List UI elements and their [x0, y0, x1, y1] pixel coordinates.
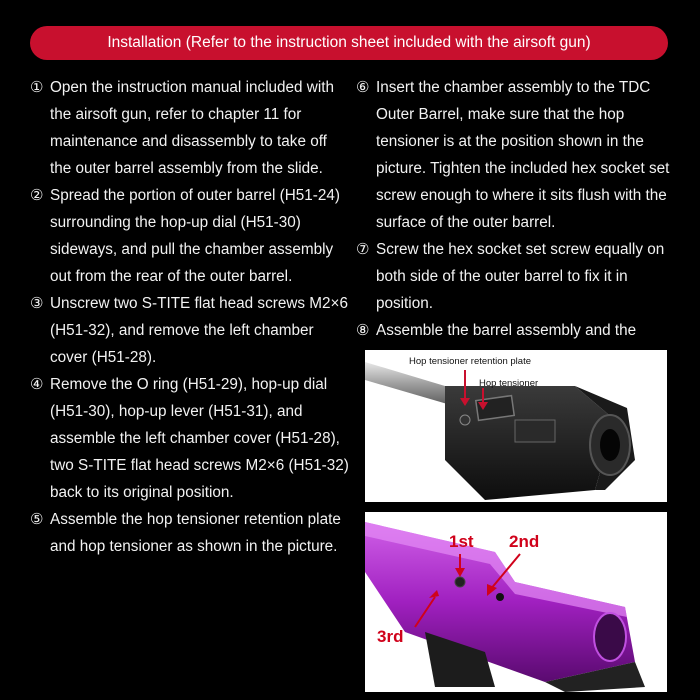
- step-number: ⑦: [356, 241, 370, 258]
- label-first: 1st: [449, 532, 474, 551]
- step-text: Insert the chamber assembly to the TDC Outer Barrel, make sure that the hop tensioner is at the position shown in the picture. Tighten the included hex socket set screw enough to where it sits flush with the surface of the outer barrel.: [376, 79, 670, 231]
- step-3: [30, 290, 350, 371]
- step-number: ⑧: [356, 322, 370, 339]
- step-text: Assemble the hop tensioner retention plate and hop tensioner as shown in the picture.: [50, 511, 341, 555]
- step-4: [30, 371, 350, 506]
- hop-tensioner-photo: [365, 350, 667, 502]
- section-title-banner: [30, 26, 668, 60]
- step-number: ④: [30, 376, 44, 393]
- label-retention-plate: Hop tensioner retention plate: [409, 356, 531, 367]
- step-number: ⑥: [356, 79, 370, 96]
- section-title: Installation (Refer to the instruction sheet included with the airsoft gun): [107, 34, 591, 51]
- step-2: [30, 182, 350, 290]
- step-number: ②: [30, 187, 44, 204]
- label-third: 3rd: [377, 627, 404, 646]
- step-text: Spread the portion of outer barrel (H51-24) surrounding the hop-up dial (H51-30) sideways, and pull the chamber assembly out from the rear of the outer barrel.: [50, 187, 340, 285]
- step-5: [30, 506, 350, 560]
- step-text: Unscrew two S-TITE flat head screws M2×6 (H51-32), and remove the left chamber cover (H51-28).: [50, 295, 348, 366]
- step-text: Remove the O ring (H51-29), hop-up dial (H51-30), hop-up lever (H51-31), and assemble the left chamber cover (H51-28), two S-TITE flat head screws M2×6 (H51-32) back to its original position.: [50, 376, 349, 501]
- steps-column-left: [30, 74, 350, 560]
- label-hop-tensioner: Hop tensioner: [479, 378, 539, 389]
- step-7: [356, 236, 674, 317]
- step-text: Assemble the barrel assembly and the: [376, 322, 637, 339]
- step-6: [356, 74, 674, 236]
- step-number: ⑤: [30, 511, 44, 528]
- step-1: [30, 74, 350, 182]
- steps-column-right: [356, 74, 674, 371]
- label-second: 2nd: [509, 532, 540, 551]
- tightening-order-photo: [365, 512, 667, 692]
- step-number: ①: [30, 79, 44, 96]
- step-number: ③: [30, 295, 44, 312]
- chamber-illustration: [365, 350, 667, 502]
- step-text: Screw the hex socket set screw equally on both side of the outer barrel to fix it in position.: [376, 241, 665, 312]
- step-text: Open the instruction manual included with the airsoft gun, refer to chapter 11 for maintenance and disassembly to take off the outer barrel assembly from the slide.: [50, 79, 335, 177]
